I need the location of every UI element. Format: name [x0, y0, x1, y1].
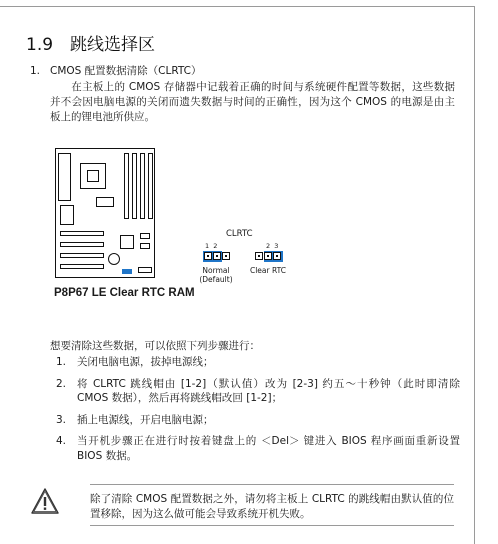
steps-intro: 想要清除这些数据，可以依照下列步骤进行：	[50, 340, 260, 352]
normal-pin-numbers: 1 2	[205, 242, 219, 250]
jumper-pin	[213, 252, 221, 260]
jumper-pin	[204, 252, 212, 260]
heatsink	[60, 205, 74, 225]
right-rule	[474, 6, 475, 544]
step-number: 2.	[56, 377, 67, 390]
motherboard-diagram	[55, 148, 155, 278]
jumper-pin	[222, 252, 230, 260]
dimm-slot	[140, 153, 145, 219]
sata-port	[140, 233, 150, 239]
pcie-slot	[60, 242, 104, 247]
item-paragraph-text: 在主板上的 CMOS 存储器中记载着正确的时间与系统硬件配置等数据，这些数据并不会因电脑电源的关闭而遗失数据与时间的正确性，因为这个 CMOS 的电源是由主板上的锂电池所供应。	[50, 81, 455, 123]
sata-port	[140, 243, 150, 249]
normal-label-line1: Normal	[202, 266, 230, 275]
step-item	[56, 413, 460, 428]
clear-pin-numbers: 2 3	[266, 242, 280, 250]
jumper-pin	[264, 252, 272, 260]
normal-label	[198, 266, 234, 284]
chip	[96, 197, 114, 207]
item-heading	[30, 63, 202, 78]
step-text: 当开机步骤正在进行时按着键盘上的 ＜Del＞ 键进入 BIOS 程序画面重新设置 BIOS 数据。	[77, 435, 460, 462]
normal-label-line2: (Default)	[199, 275, 233, 284]
pcie-slot	[60, 253, 104, 258]
header	[138, 267, 152, 273]
step-text: 将 CLRTC 跳线帽由 [1-2]（默认值）改为 [2-3] 约五～十秒钟（此时即清除 CMOS 数据），然后再将跳线帽改回 [1-2]；	[77, 377, 460, 404]
jumper-pin	[273, 252, 281, 260]
dimm-slot	[124, 153, 129, 219]
section-title	[26, 30, 155, 55]
top-rule	[0, 6, 474, 7]
item-heading-text: CMOS 配置数据清除（CLRTC）	[50, 65, 202, 77]
chipset	[120, 235, 134, 249]
note-bottom-rule	[90, 525, 454, 526]
section-title-text: 跳线选择区	[70, 35, 155, 55]
clear-jumper	[255, 252, 281, 261]
step-item	[56, 377, 460, 406]
item-number: 1.	[30, 65, 41, 77]
jumper-title: CLRTC	[226, 229, 253, 239]
dimm-slot	[132, 153, 137, 219]
step-text: 插上电源线，开启电脑电源；	[77, 413, 214, 426]
clear-label: Clear RTC	[249, 266, 287, 275]
io-ports-block	[58, 153, 71, 201]
step-number: 3.	[56, 413, 67, 426]
pcie-slot	[60, 264, 104, 269]
warning-triangle-icon	[30, 487, 60, 515]
step-text: 关闭电脑电源，拔掉电源线；	[77, 356, 214, 368]
clrtc-header	[122, 269, 132, 274]
cpu-socket-inner	[87, 170, 99, 182]
board-label: P8P67 LE Clear RTC RAM	[54, 287, 195, 299]
note-text: 除了清除 CMOS 配置数据之外，请勿将主板上 CLRTC 的跳线帽由默认值的位置移除，因为这么做可能会导致系统开机失败。	[90, 493, 454, 520]
steps-list	[56, 355, 460, 470]
step-item	[56, 434, 460, 463]
jumper-pin	[255, 252, 263, 260]
step-number: 4.	[56, 435, 67, 447]
section-number: 1.9	[26, 35, 54, 55]
item-paragraph	[50, 80, 455, 125]
note-top-rule	[90, 484, 454, 485]
step-item	[56, 355, 460, 370]
dimm-slot	[148, 153, 153, 219]
pcie-slot	[60, 231, 104, 236]
step-number: 1.	[56, 356, 67, 368]
battery	[108, 253, 120, 265]
normal-jumper	[204, 252, 230, 261]
